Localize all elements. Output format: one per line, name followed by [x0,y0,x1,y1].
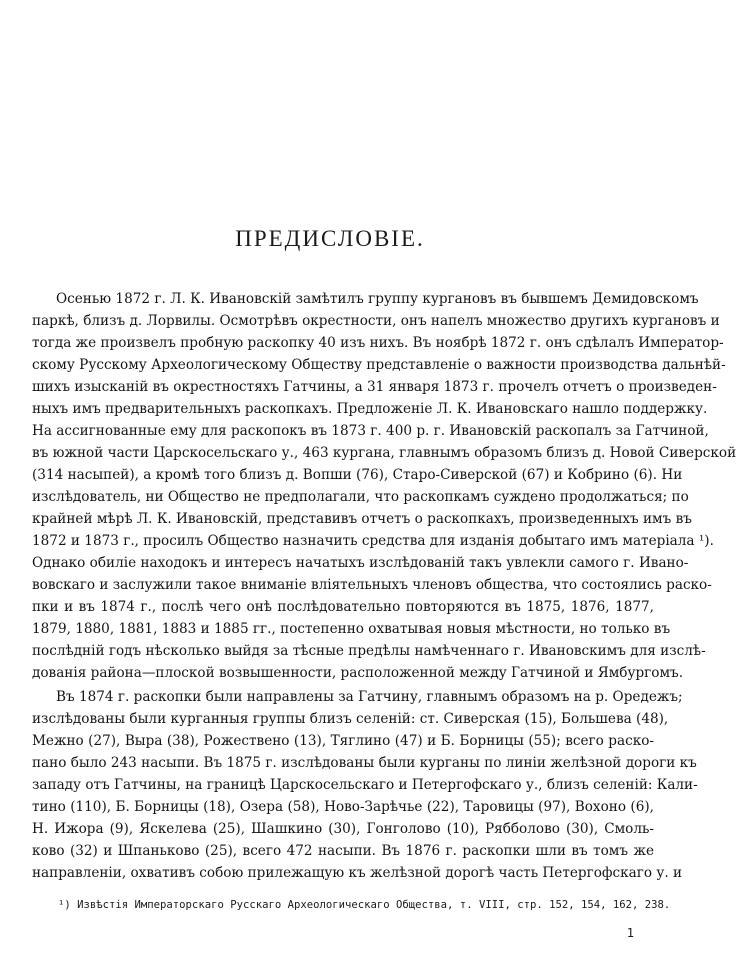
text-line: послѣдній годъ нѣсколько выйдя за тѣсные предѣлы намѣченнаго г. Ивановскимъ для изслѣ- [32,643,706,659]
text-line: пки и въ 1874 г., послѣ чего онѣ послѣдовательно повторяются въ 1875, 1876, 1877, [32,599,654,615]
text-line: шихъ изысканій въ окрестностяхъ Гатчины, а 31 января 1873 г. прочелъ отчетъ о произведен- [32,379,717,395]
text-line: Въ 1874 г. раскопки были направлены за Гатчину, главнымъ образомъ на р. Оредежъ; [56,689,683,705]
text-line: западу отъ Гатчины, на границѣ Царскосельскаго и Петергофскаго у., близъ селеній: Кали- [32,777,698,793]
text-line: паркѣ, близъ д. Лорвилы. Осмотрѣвъ окрестности, онъ напелъ множество другихъ кургановъ и [32,313,720,329]
text-line: вовскаго и заслужили такое вниманіе вліятельныхъ членовъ общества, что состоялись раско- [32,577,712,593]
text-line: направленіи, охвативъ собою прилежащую къ желѣзной дорогѣ часть Петергофскаго у. и [32,865,683,881]
text-line: Однако обиліе находокъ и интересъ начатыхъ изслѣдованій такъ увлекли самого г. Ивано- [32,555,689,571]
text-line: изслѣдователь, ни Общество не предполагали, что раскопкамъ суждено продолжаться; по [32,489,689,505]
text-line: въ южной части Царскосельскаго у., 463 кургана, главнымъ образомъ близъ д. Новой Сиверской [32,445,736,461]
text-line: изслѣдованы были курганныя группы близъ селеній: ст. Сиверская (15), Большева (48), [32,711,669,727]
text-line: (314 насыпей), а кромѣ того близъ д. Вопши (76), Старо-Сиверской (67) и Кобрино (6). Ни [32,467,683,483]
text-line: крайней мѣрѣ Л. К. Ивановскій, представивъ отчетъ о раскопкахъ, произведенныхъ имъ въ [32,511,692,527]
footnote: ¹) Извѣстія Императорскаго Русскаго Археологическаго Общества, т. VIII, стр. 152, 154, 162, 238. [58,899,671,911]
text-line: 1872 и 1873 г., просилъ Общество назначить средства для изданія добытаго имъ матеріала ¹). [32,533,714,549]
text-line: Межно (27), Выра (38), Рожествено (13), Тяглино (47) и Б. Борницы (55); всего раско- [32,733,654,749]
text-line: Осенью 1872 г. Л. К. Ивановскій замѣтилъ группу кургановъ въ бывшемъ Демидовскомъ [56,291,699,307]
text-line: 1879, 1880, 1881, 1883 и 1885 гг., постепенно охватывая новыя мѣстности, но только въ [32,621,671,637]
page-title: ПРЕДИСЛОВІЕ. [235,226,425,251]
text-line: тино (110), Б. Борницы (18), Озера (58), Ново-Зарѣчье (22), Таровицы (97), Вохоно (6), [32,799,654,815]
text-line: ково (32) и Шпаньково (25), всего 472 насыпи. Въ 1876 г. раскопки шли въ томъ же [32,843,654,859]
text-line: пано было 243 насыпи. Въ 1875 г. изслѣдованы были курганы по линіи желѣзной дороги къ [32,755,697,771]
text-line: Н. Ижора (9), Яскелева (25), Шашкино (30), Гонголово (10), Рябболово (30), Смоль- [32,821,654,837]
page-number: 1 [626,926,634,940]
text-line: ныхъ имъ предварительныхъ раскопкахъ. Предложеніе Л. К. Ивановскаго нашло поддержку. [32,401,708,417]
text-line: На ассигнованные ему для раскопокъ въ 1873 г. 400 р. г. Ивановскій раскопалъ за Гатчиной, [32,423,709,439]
text-line: тогда же произвелъ пробную раскопку 40 изъ нихъ. Въ ноябрѣ 1872 г. онъ сдѣлалъ Император- [32,335,724,351]
text-line: дованія района—плоской возвышенности, расположенной между Гатчиной и Ямбургомъ. [32,665,684,681]
text-line: скому Русскому Археологическому Обществу представленіе о важности производства дальнѣй- [32,357,726,373]
